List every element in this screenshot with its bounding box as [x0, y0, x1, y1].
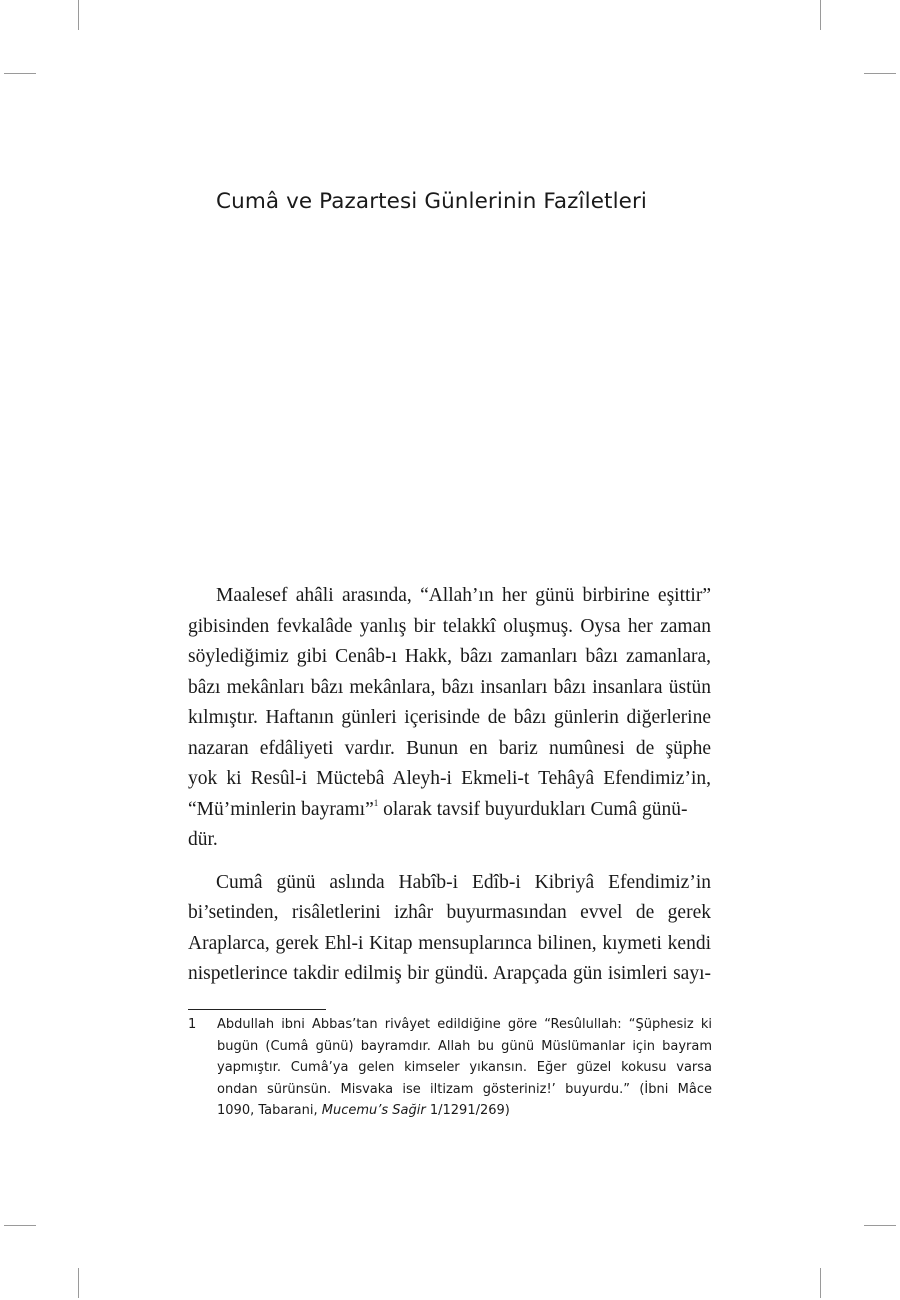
paragraph-1-line: bâzı mekânları bâzı mekânlara, bâzı insanları bâzı insanlara üstün — [188, 676, 711, 698]
crop-mark-top-right — [820, 0, 821, 30]
paragraph-1-line-tail: olarak tavsif buyurdukları Cumâ günü- — [378, 798, 688, 820]
quoted-phrase: “Mü’minlerin bayramı” — [188, 798, 374, 820]
footnote — [188, 1014, 712, 1122]
crop-mark-right-top — [864, 73, 896, 74]
paragraph-1-line: gibisinden fevkalâde yanlış bir telakkî oluşmuş. Oysa her zaman — [188, 615, 711, 637]
paragraph-1-line: nazaran efdâliyeti vardır. Bunun en bariz numûnesi de şüphe — [188, 737, 711, 759]
footnote-line: ondan sürünsün. Misvaka ise iltizam gösteriniz!’ buyurdu.” (İbni Mâce — [217, 1081, 712, 1097]
paragraph-1-line: kılmıştır. Haftanın günleri içerisinde de bâzı günlerin diğerlerine — [188, 707, 711, 728]
paragraph-1-line: Maalesef ahâli arasında, “Allah’ın her günü birbirine eşittir” — [216, 585, 711, 606]
footnote-separator — [188, 1009, 326, 1010]
paragraph-2-line: nispetlerince takdir edilmiş bir gündü. Arapçada gün isimleri sayı- — [188, 963, 711, 984]
paragraph-1-line: yok ki Resûl-i Müctebâ Aleyh-i Ekmeli-t Tehâyâ Efendimiz’in, — [188, 768, 711, 789]
crop-mark-left-top — [4, 73, 36, 74]
footnote-body — [217, 1014, 712, 1122]
footnote-line: bugün (Cumâ günü) bayramdır. Allah bu günü Müslümanlar için bayram — [217, 1038, 712, 1054]
footnote-reference[interactable]: 1 — [373, 797, 379, 808]
footnote-line — [217, 1100, 712, 1122]
crop-mark-left-bottom — [4, 1225, 36, 1226]
crop-mark-bottom-left — [78, 1268, 79, 1298]
footnote-book-title: Mucemu’s Sağir — [321, 1103, 426, 1118]
paragraph-1-line-with-footnote-ref — [188, 795, 711, 826]
crop-mark-bottom-right — [820, 1268, 821, 1298]
footnote-citation-tail: 1/1291/269) — [425, 1103, 510, 1118]
footnote-line: yapmıştır. Cumâ’ya gelen kimseler yıkansın. Eğer güzel kokusu varsa — [217, 1060, 712, 1075]
chapter-title: Cumâ ve Pazartesi Günlerinin Fazîletleri — [216, 189, 647, 214]
paragraph-2-line: bi’setinden, risâletlerini izhâr buyurmasından evvel de gerek — [188, 902, 711, 923]
footnote-line: Abdullah ibni Abbas’tan rivâyet edildiğine göre “Resûlullah: “Şüphesiz ki — [217, 1017, 712, 1032]
footnote-number: 1 — [188, 1017, 197, 1032]
paragraph-2-line: Araplarca, gerek Ehl-i Kitap mensuplarınca bilinen, kıymeti kendi — [188, 932, 711, 954]
paragraph-1-line: söylediğimiz gibi Cenâb-ı Hakk, bâzı zamanları bâzı zamanlara, — [188, 646, 711, 667]
paragraph-spacing — [188, 856, 711, 868]
footnote-citation: 1090, Tabarani, — [217, 1103, 322, 1118]
body-text — [188, 581, 711, 990]
crop-mark-top-left — [78, 0, 79, 30]
paragraph-2-line: Cumâ günü aslında Habîb-i Edîb-i Kibriyâ Efendimiz’in — [216, 871, 711, 893]
crop-mark-right-bottom — [864, 1225, 896, 1226]
paragraph-1-line: dür. — [188, 829, 218, 850]
